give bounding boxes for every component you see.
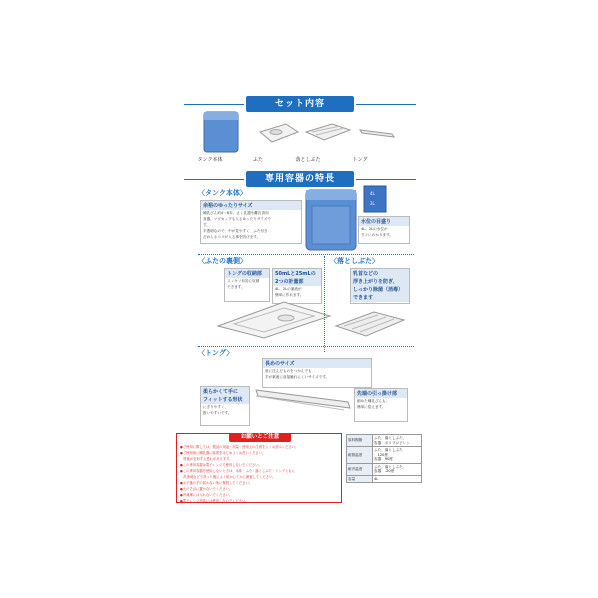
caution-line: ●この専用容器は電子レンジで使用しないでください。 <box>180 463 262 467</box>
caution-line: ●電子レンジ消毒には使用しないでください。 <box>180 499 249 503</box>
caution-line: 特板が変形する恐れがあります。 <box>180 457 233 461</box>
soft-grip-box <box>200 386 250 426</box>
box-title: できます <box>351 294 409 302</box>
caution-line: 洗浄剤などで洗った後によく乾かしてから保管してください。 <box>180 475 276 479</box>
tank-large-image <box>304 186 358 252</box>
box-title: 余裕のゆったりサイズ <box>201 201 301 210</box>
tank-image <box>204 112 238 152</box>
set-item-tongs: トング <box>352 157 368 163</box>
box-line: すぐにわかります。 <box>361 233 394 237</box>
box-title: 浮き上がりを防ぎ、 <box>351 278 409 286</box>
box-line: 4L、2Lの水位が <box>361 227 388 231</box>
caution-line: ●ご使用に際しては、製品の用途・用量・使用上の注意をよくお読みください。 <box>180 445 299 449</box>
spec-table <box>346 434 422 483</box>
set-item-tank: タンク本体 <box>197 157 223 163</box>
tongs-large-image <box>254 384 354 414</box>
caution-box <box>176 433 342 503</box>
water-level-box <box>358 216 410 244</box>
box-line: できます。 <box>227 285 245 289</box>
lid-image <box>260 124 298 142</box>
spec-value: ふた、落としぶた、 容器：-20度 <box>373 463 422 475</box>
section-tongs: 〈トング〉 <box>198 349 234 357</box>
divider <box>198 346 414 347</box>
divider <box>198 254 414 255</box>
drop-lid-image <box>306 124 350 140</box>
gauge-image <box>362 184 390 214</box>
gauge-label-4l: 4L <box>370 191 375 196</box>
spec-key: 容量 <box>347 475 373 483</box>
box-line: 哺乳びん約4〜6本、さく乳器や離乳食用 <box>203 211 269 215</box>
caution-line: ●この専用容器を使用しないときは、本体・ふた・落としぶた・トングともに <box>180 469 295 473</box>
spec-key: 原料樹脂 <box>347 435 373 447</box>
header-rule-right <box>356 179 416 180</box>
table-row <box>347 475 422 483</box>
box-line: 簡単に拾えます。 <box>357 405 386 409</box>
box-line: スッキリ有効に収納 <box>227 279 260 283</box>
spec-key: 耐冷温度 <box>347 463 373 475</box>
drop-lid-box <box>350 268 410 304</box>
box-title: 水位の目盛り <box>359 217 409 226</box>
box-title: トングの収納部 <box>225 269 269 278</box>
table-row <box>347 463 422 475</box>
divider <box>324 256 325 352</box>
box-title: 50mLと25mLの <box>273 269 321 278</box>
box-title: 乳首などの <box>351 269 409 278</box>
section-drop-lid: 〈落としぶた〉 <box>330 257 379 265</box>
caution-line: ●火のそばに置かないでください。 <box>180 487 233 491</box>
box-title: フィットする形状 <box>201 396 249 404</box>
features-header: 専用容器の特長 <box>246 171 354 187</box>
box-title: 先端の引っ掛け部 <box>355 389 407 398</box>
tongs-image <box>360 130 394 137</box>
box-title: 2つの計量部 <box>273 278 321 286</box>
set-contents-header: セット内容 <box>246 96 354 112</box>
spec-value: ふた、落としぶた、 容器：ポリプロピレン <box>373 435 422 447</box>
header-rule-right <box>356 104 416 105</box>
box-line: 簡単に作れます。 <box>275 293 304 297</box>
caution-line: ●冷凍庫には入れないでください。 <box>180 493 233 497</box>
box-title: 長めのサイズ <box>263 359 371 368</box>
spec-key: 耐熱温度 <box>347 447 373 464</box>
box-line: 底に沈んだものをつかんでも <box>265 369 312 373</box>
box-title: 柔らかくて手に <box>201 387 249 396</box>
box-line: 細めた哺乳びんも、 <box>357 399 390 403</box>
drop-lid-large-image <box>334 308 406 338</box>
spec-value: ふた、落としぶた ：120度 容器：90度 <box>373 447 422 464</box>
tank-capacity-box <box>200 200 302 244</box>
gauge-label-2l: 2L <box>370 201 375 206</box>
section-lid-back: 〈ふたの裏側〉 <box>198 257 247 265</box>
box-line: にぎりやすく、 <box>203 405 229 409</box>
spec-value: 4L <box>373 475 422 483</box>
box-line: 半透明なので、中が見やすく、ふた付き <box>203 229 268 233</box>
set-item-lid: ふた <box>252 157 263 163</box>
product-sheet <box>174 96 424 508</box>
set-items-illustration <box>202 110 412 156</box>
header-rule-left <box>184 179 244 180</box>
box-line: 4L、2Lの薬液が <box>275 287 302 291</box>
box-title: しっかり除菌（消毒） <box>351 286 409 294</box>
lid-back-image <box>214 296 334 340</box>
table-row <box>347 435 422 447</box>
table-row <box>347 447 422 464</box>
box-line: 手が薬液に直接触れにくいサイズです。 <box>265 375 330 379</box>
box-line: だからホコリが入る事を防げます。 <box>203 235 261 239</box>
caution-line: ●ご使用前に哺乳器に結着をはじめよくお洗いください。 <box>180 451 266 455</box>
box-line: 食器、マグカップも入るゆったりサイズで <box>203 217 271 221</box>
section-tank: 〈タンク本体〉 <box>198 189 247 197</box>
hook-tip-box <box>354 388 408 422</box>
header-rule-left <box>184 104 244 105</box>
set-item-drop-lid: 落としぶた <box>295 157 321 163</box>
box-line: す。 <box>203 223 210 227</box>
caution-title: お願いとご注意 <box>229 433 291 442</box>
caution-line: ●お子様の手の届かない所に保管してください。 <box>180 481 253 485</box>
box-line: 扱いやすいです。 <box>203 411 232 415</box>
